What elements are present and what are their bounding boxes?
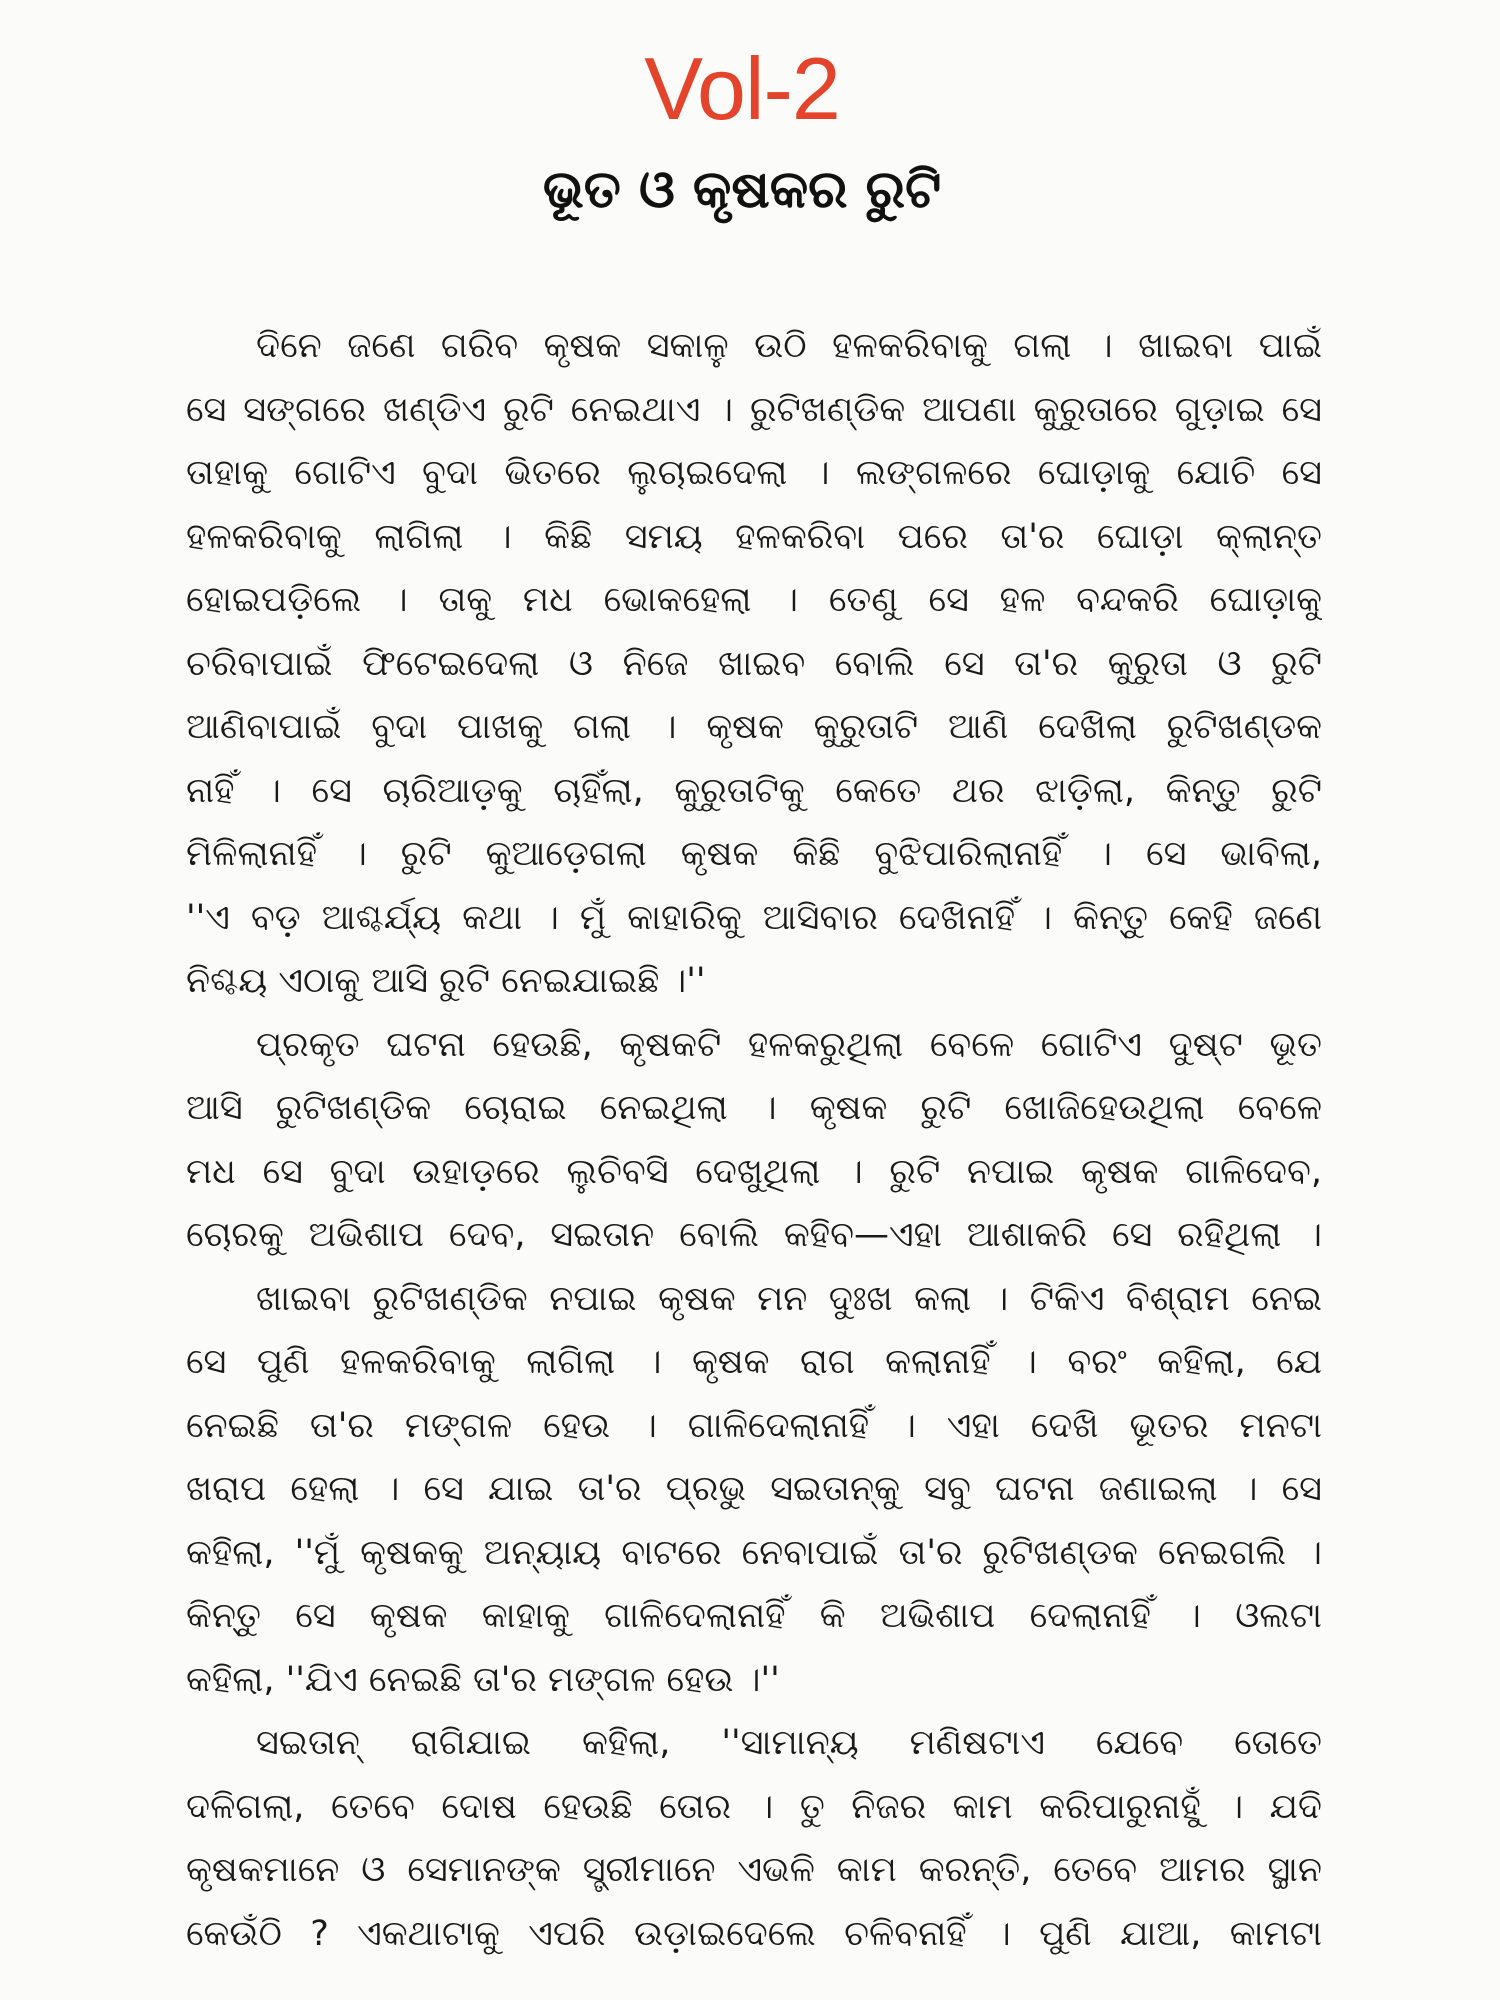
- text-line: ନେଇଛି ତା'ର ମଙ୍ଗଳ ହେଉ । ଗାଳିଦେଲାନାହିଁ । ଏହା ଦେଖି ଭୂତର ମନଟା: [186, 1405, 1322, 1446]
- text-line: ଆସି ରୁଟିଖଣ୍ଡିକ ଚୋରାଇ ନେଇଥିଲା । କୃଷକ ରୁଟି ଖୋଜିହେଉଥିଲା ବେଳେ: [186, 1088, 1322, 1128]
- text-line: କହିଲା, ''ମୁଁ କୃଷକକୁ ଅନ୍ୟାୟ ବାଟରେ ନେବାପାଇଁ ତା'ର ରୁଟିଖଣ୍ଡକ ନେଇଗଲି ।: [186, 1532, 1322, 1573]
- story-body: [186, 318, 1322, 1969]
- text-line: ଆଣିବାପାଇଁ ବୁଦା ପାଖକୁ ଗଲା । କୃଷକ କୁରୁତାଟି ଆଣି ଦେଖିଲା ରୁଟିଖଣ୍ଡକ: [186, 707, 1322, 747]
- text-line: ଦଳିଗଲା, ତେବେ ଦୋଷ ହେଉଛି ତୋର । ତୁ ନିଜର କାମ କରିପାରୁନାହୁଁ । ଯଦି: [186, 1786, 1322, 1827]
- text-line: ତାହାକୁ ଗୋଟିଏ ବୁଦା ଭିତରେ ଲୁଚାଇଦେଲା । ଲଙ୍ଗଳରେ ଘୋଡ଼ାକୁ ଯୋଚି ସେ: [186, 453, 1322, 493]
- text-line: କହିଲା, ''ଯିଏ ନେଇଛି ତା'ର ମଙ୍ଗଳ ହେଉ ।'': [186, 1659, 780, 1700]
- text-line: କିନ୍ତୁ ସେ କୃଷକ କାହାକୁ ଗାଳିଦେଲାନାହିଁ କି ଅଭିଶାପ ଦେଲାନାହିଁ । ଓଲଟା: [186, 1596, 1322, 1636]
- text-line: ସେ ସଙ୍ଗରେ ଖଣ୍ଡିଏ ରୁଟି ନେଇଥାଏ । ରୁଟିଖଣ୍ଡିକ ଆପଣା କୁରୁତାରେ ଗୁଡ଼ାଇ ସେ: [186, 389, 1322, 430]
- text-line: ଖରାପ ହେଲା । ସେ ଯାଇ ତା'ର ପ୍ରଭୁ ସଇତାନ୍‌କୁ ସବୁ ଘଟନା ଜଣାଇଲା । ସେ: [186, 1469, 1322, 1509]
- text-line: ଖାଇବା ରୁଟିଖଣ୍ଡିକ ନପାଇ କୃଷକ ମନ ଦୁଃଖ କଲା । ଟିକିଏ ବିଶ୍ରାମ ନେଇ: [256, 1278, 1322, 1319]
- text-line: ମିଳିଲାନାହିଁ । ରୁଟି କୁଆଡ଼େଗଲା କୃଷକ କିଛି ବୁଝିପାରିଲାନାହିଁ । ସେ ଭାବିଲା,: [186, 834, 1322, 874]
- text-line: ନିଶ୍ଚୟ ଏଠାକୁ ଆସି ରୁଟି ନେଇଯାଇଛି ।'': [186, 961, 706, 1001]
- volume-label: Vol-2: [644, 39, 840, 138]
- text-line: ସେ ପୁଣି ହଳକରିବାକୁ ଲାଗିଲା । କୃଷକ ରାଗ କଲାନାହିଁ । ବରଂ କହିଲା, ଯେ: [186, 1342, 1322, 1382]
- text-line: ଦିନେ ଜଣେ ଗରିବ କୃଷକ ସକାଳୁ ଉଠି ହଳକରିବାକୁ ଗଲା । ଖାଇବା ପାଇଁ: [256, 326, 1322, 366]
- text-line: କେଉଁଠି ? ଏକଥାଟାକୁ ଏପରି ଉଡ଼ାଇଦେଲେ ଚଳିବନାହିଁ । ପୁଣି ଯାଆ, କାମଟା: [186, 1913, 1322, 1954]
- text-line: ହୋଇପଡ଼ିଲେ । ତାକୁ ମଧ ଭୋକହେଲା । ତେଣୁ ସେ ହଳ ବନ୍ଦକରି ଘୋଡ଼ାକୁ: [186, 580, 1322, 620]
- text-line: ନାହିଁ । ସେ ଚାରିଆଡ଼କୁ ଚାହିଁଲା, କୁରୁତାଟିକୁ କେତେ ଥର ଝାଡ଼ିଲା, କିନ୍ତୁ ରୁଟି: [186, 770, 1322, 811]
- text-line: ହଳକରିବାକୁ ଲାଗିଲା । କିଛି ସମୟ ହଳକରିବା ପରେ ତା'ର ଘୋଡ଼ା କ୍ଲାନ୍ତ: [186, 516, 1322, 557]
- text-line: ପ୍ରକୃତ ଘଟନା ହେଉଛି, କୃଷକଟି ହଳକରୁଥିଲା ବେଳେ ଗୋଟିଏ ଦୁଷ୍ଟ ଭୂତ: [256, 1024, 1322, 1065]
- story-title: ଭୂତ ଓ କୃଷକର ରୁଟି: [542, 160, 942, 220]
- text-line: ଚରିବାପାଇଁ ଫିଟେଇଦେଲା ଓ ନିଜେ ଖାଇବ ବୋଲି ସେ ତା'ର କୁରୁତା ଓ ରୁଟି: [186, 643, 1322, 684]
- text-line: ସଇତାନ୍ ରାଗିଯାଇ କହିଲା, ''ସାମାନ୍ୟ ମଣିଷଟାଏ ଯେବେ ତୋତେ: [256, 1723, 1322, 1763]
- text-line: କୃଷକମାନେ ଓ ସେମାନଙ୍କ ସ୍ତ୍ରୀମାନେ ଏଭଳି କାମ କରନ୍ତି, ତେବେ ଆମର ସ୍ଥାନ: [186, 1850, 1322, 1890]
- text-line: ''ଏ ବଡ଼ ଆଶ୍ଚର୍ଯ୍ୟ କଥା । ମୁଁ କାହାରିକୁ ଆସିବାର ଦେଖିନାହିଁ । କିନ୍ତୁ କେହି ଜଣେ: [186, 897, 1322, 938]
- text-line: ମଧ ସେ ବୁଦା ଉହାଡ଼ରେ ଲୁଚିବସି ଦେଖୁଥିଲା । ରୁଟି ନପାଇ କୃଷକ ଗାଳିଦେବ,: [186, 1151, 1322, 1192]
- text-line: ଚୋରକୁ ଅଭିଶାପ ଦେବ, ସଇତାନ ବୋଲି କହିବ—ଏହା ଆଶାକରି ସେ ରହିଥିଲା ।: [186, 1215, 1322, 1255]
